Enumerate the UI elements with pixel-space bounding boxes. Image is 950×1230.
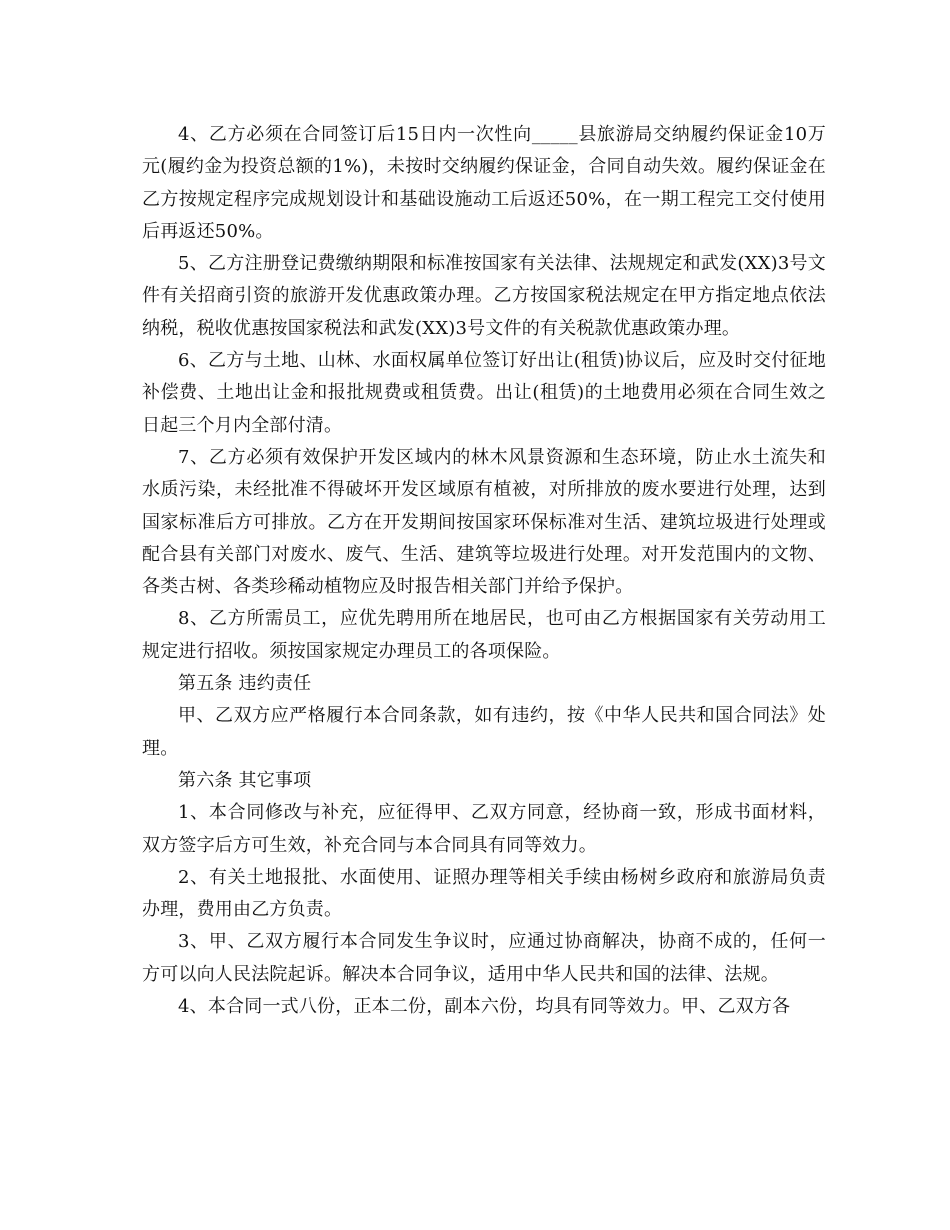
- article-6-heading: 第六条 其它事项: [178, 769, 312, 791]
- article-6-item-4: 4、本合同一式八份，正本二份，副本六份，均具有同等效力。甲、乙双方各: [178, 996, 791, 1018]
- article-6-item-3: 3、甲、乙双方履行本合同发生争议时，应通过协商解决，协商不成的，任何一方可以向人民法院起诉。解决本合同争议，适用中华人民共和国的法律、法规。: [142, 931, 826, 985]
- clause-5-fees-tax: 5、乙方注册登记费缴纳期限和标准按国家有关法律、法规规定和武发(XX)3号文件有关招商引资的旅游开发优惠政策办理。乙方按国家税法规定在甲方指定地点依法纳税，税收优惠按国家税法和武发(XX)3号文件的有关税款优惠政策办理。: [142, 253, 826, 339]
- article-6-item-2: 2、有关土地报批、水面使用、证照办理等相关手续由杨树乡政府和旅游局负责办理，费用由乙方负责。: [142, 866, 826, 921]
- clause-4-deposit: 4、乙方必须在合同签订后15日内一次性向_____县旅游局交纳履约保证金10万元(履约金为投资总额的1%)，未按时交纳履约保证金，合同自动失效。履约保证金在乙方按规定程序完成规划设计和基础设施动工后返还50%，在一期工程完工交付使用后再返还50%。: [142, 124, 826, 242]
- clause-7-environment: 7、乙方必须有效保护开发区域内的林木风景资源和生态环境，防止水土流失和水质污染，未经批准不得破坏开发区域原有植被，对所排放的废水要进行处理，达到国家标准后方可排放。乙方在开发期间按国家环保标准对生活、建筑垃圾进行处理或配合县有关部门对废水、废气、生活、建筑等垃圾进行处理。对开发范围内的文物、各类古树、各类珍稀动植物应及时报告相关部门并给予保护。: [142, 446, 826, 598]
- clause-6-land-fees: 6、乙方与土地、山林、水面权属单位签订好出让(租赁)协议后，应及时交付征地补偿费、土地出让金和报批规费或租赁费。出让(租赁)的土地费用必须在合同生效之日起三个月内全部付清。: [142, 350, 826, 436]
- article-5-heading: 第五条 违约责任: [178, 673, 312, 695]
- article-6-item-1: 1、本合同修改与补充，应征得甲、乙双方同意，经协商一致，形成书面材料，双方签字后方可生效，补充合同与本合同具有同等效力。: [142, 802, 826, 856]
- clause-8-employees: 8、乙方所需员工，应优先聘用所在地居民，也可由乙方根据国家有关劳动用工规定进行招收。须按国家规定办理员工的各项保险。: [142, 608, 826, 662]
- article-5-body: 甲、乙双方应严格履行本合同条款，如有违约，按《中华人民共和国合同法》处理。: [142, 705, 826, 759]
- document-body: [142, 119, 826, 1023]
